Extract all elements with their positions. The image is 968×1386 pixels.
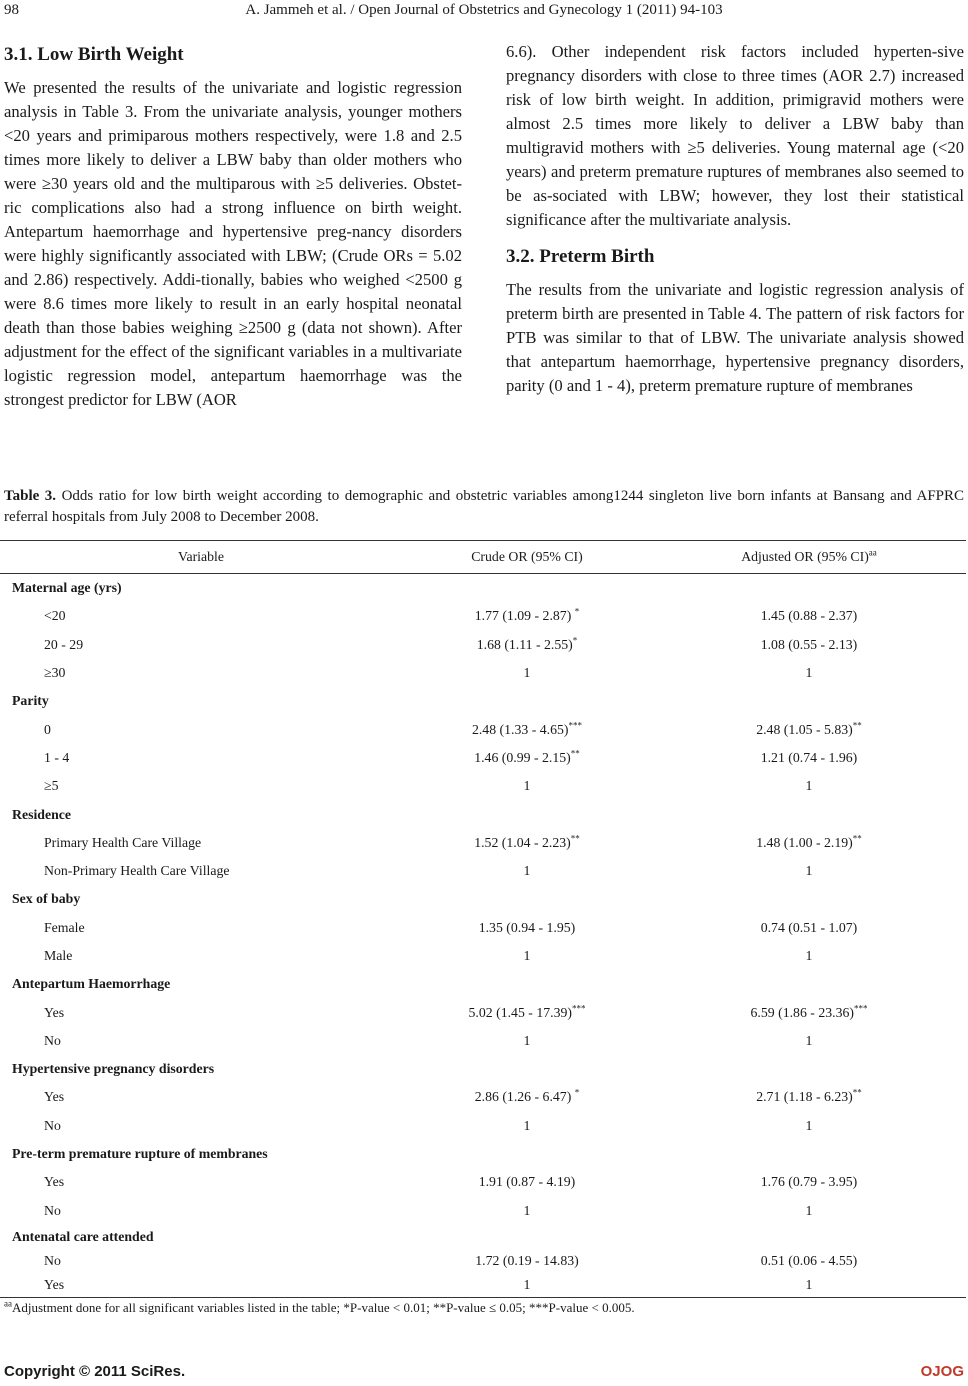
adjusted-or-value-cell [652, 829, 966, 857]
adjusted-or-value: 0.74 (0.51 - 1.07) [760, 919, 858, 935]
table-group-row [0, 1140, 966, 1168]
row-variable-label: ≥30 [44, 665, 66, 681]
table-row [0, 942, 966, 970]
table-group-row [0, 687, 966, 715]
group-label: Parity [12, 693, 49, 709]
crude-or-value: 1.91 (0.87 - 4.19) [478, 1174, 576, 1190]
adjusted-or-value: 1.76 (0.79 - 3.95) [760, 1174, 858, 1190]
adjusted-or-value-cell [652, 942, 966, 970]
table-row [0, 602, 966, 630]
running-title: A. Jammeh et al. / Open Journal of Obstetrics and Gynecology 1 (2011) 94-103 [245, 2, 723, 18]
crude-or-value: 1.46 (0.99 - 2.15) [474, 749, 571, 765]
group-label: Sex of baby [12, 891, 81, 907]
crude-or-value-significance: * [572, 635, 578, 646]
row-variable-label: Yes [44, 1089, 65, 1105]
row-variable-label: Yes [0, 1273, 402, 1298]
header-adjusted-sup: aa [868, 547, 877, 558]
table-row [0, 1249, 966, 1273]
adjusted-or-value-cell [652, 659, 966, 687]
section-heading-low-birth-weight: 3.1. Low Birth Weight [4, 44, 184, 65]
crude-or-value-significance: * [574, 606, 580, 617]
row-variable-label: No [44, 1117, 61, 1133]
crude-or-value-cell [402, 772, 652, 800]
crude-or-value: 1.77 (1.09 - 2.87) [474, 608, 575, 624]
adjusted-or-value: 1.08 (0.55 - 2.13) [760, 636, 858, 652]
crude-or-value: 1 [523, 665, 531, 681]
crude-or-value: 1 [523, 1117, 531, 1133]
row-variable-label: Primary Health Care Village [44, 834, 202, 850]
crude-or-value: 1.72 (0.19 - 14.83) [475, 1252, 579, 1268]
adjusted-or-value: 2.71 (1.18 - 6.23) [756, 1089, 853, 1105]
crude-or-value-cell [402, 998, 652, 1026]
crude-or-value-cell [402, 1112, 652, 1140]
table-caption-label: Table 3. [4, 488, 57, 504]
adjusted-or-value-cell [652, 1112, 966, 1140]
page-number: 98 [4, 2, 19, 18]
group-label: Antepartum Haemorrhage [12, 976, 171, 992]
crude-or-value-cell [402, 942, 652, 970]
adjusted-or-value: 1 [805, 1117, 813, 1133]
row-variable-label: Non-Primary Health Care Village [44, 863, 230, 879]
crude-or-value-significance: * [574, 1087, 580, 1098]
table-group-row [0, 800, 966, 828]
adjusted-or-value-cell [652, 602, 966, 630]
crude-or-value: 1 [523, 1032, 531, 1048]
adjusted-or-value-cell [652, 1083, 966, 1111]
adjusted-or-value: 1 [805, 948, 813, 963]
table-row [0, 857, 966, 885]
adjusted-or-value-cell [652, 998, 966, 1026]
copyright-text: Copyright © 2011 SciRes. [4, 1363, 186, 1380]
row-variable-label: Yes [44, 1004, 65, 1020]
adjusted-or-value-significance: ** [852, 1087, 862, 1098]
row-variable-label: ≥5 [44, 778, 59, 794]
table-row [0, 1197, 966, 1225]
row-variable-label: No [44, 1032, 61, 1048]
header-variable: Variable [0, 541, 402, 574]
adjusted-or-value-cell [652, 1249, 966, 1273]
group-label: Antenatal care attended [12, 1228, 154, 1244]
crude-or-value-significance: *** [568, 720, 583, 731]
crude-or-value-cell [402, 715, 652, 743]
adjusted-or-value-cell [652, 772, 966, 800]
section-1-paragraph-left: We presented the results of the univariate and logistic regression analysis in Table 3. From the univariate analysis, younger mothers <20 years and primiparous mothers respectively, were 1.8 and 2.5 times more likely to deliver a LBW baby than older mothers who were ≥30 years old and the multiparous with ≥5 deliveries. Obstet-ric complications also had a strong influence on birth weight. Antepartum haemorrhage and hypertensive preg-nancy disorders were highly significantly associated with LBW; (Crude ORs = 5.02 and 2.86) respectively. Addi-tionally, babies who weighed <2500 g were 8.6 times more likely to result in an early hospital neonatal death than those babies weighing ≥2500 g (data not shown). After adjustment for the effect of the significant variables in a multivariate logistic regression model, antepartum haemorrhage was the strongest predictor for LBW (AOR [4, 78, 462, 409]
section-heading-preterm-birth: 3.2. Preterm Birth [506, 246, 655, 267]
adjusted-or-value-cell [652, 631, 966, 659]
odds-ratio-table [0, 540, 966, 1298]
adjusted-or-value-significance: ** [852, 720, 862, 731]
right-column [506, 40, 964, 398]
table-body [0, 574, 966, 1298]
group-label: Pre-term premature rupture of membranes [12, 1146, 268, 1162]
group-label: Maternal age (yrs) [12, 580, 122, 596]
table-row [0, 744, 966, 772]
header-crude-or: Crude OR (95% CI) [402, 541, 652, 574]
adjusted-or-value: 2.48 (1.05 - 5.83) [756, 721, 853, 737]
table-row [0, 1083, 966, 1111]
adjusted-or-value: 0.51 (0.06 - 4.55) [760, 1252, 858, 1268]
row-variable-label: Female [44, 919, 85, 935]
section-1-paragraph-right: 6.6). Other independent risk factors included hyperten-sive pregnancy disorders with close to three times (AOR 2.7) increased risk of low birth weight. In addition, primigravid mothers were almost 2.5 times more likely to deliver a LBW baby than multigravid mothers with ≥5 deliveries. Young maternal age (<20 years) and preterm premature ruptures of membranes also seemed to be as-sociated with LBW; however, they lost their statistical significance after the multivariate analysis. [506, 42, 964, 229]
adjusted-or-value-significance: ** [852, 833, 862, 844]
crude-or-value: 5.02 (1.45 - 17.39) [468, 1004, 572, 1020]
table-row [0, 631, 966, 659]
crude-or-value-cell [402, 857, 652, 885]
row-variable-label: 0 [44, 721, 51, 737]
crude-or-value: 2.86 (1.26 - 6.47) [474, 1089, 575, 1105]
crude-or-value-cell [402, 1027, 652, 1055]
adjusted-or-value-cell [652, 1197, 966, 1225]
crude-or-value-significance: ** [570, 748, 580, 759]
crude-or-value: 1 [523, 778, 531, 794]
footnote-sup: aa [4, 1298, 12, 1309]
section-2-paragraph: The results from the univariate and logistic regression analysis of preterm birth are presented in Table 4. The pattern of risk factors for PTB was similar to that of LBW. The univariate analysis showed that antepartum haemorrhage, hypertensive pregnancy disorders, parity (0 and 1 - 4), preterm premature rupture of membranes [506, 280, 964, 395]
adjusted-or-value-cell [652, 744, 966, 772]
crude-or-value-significance: *** [571, 1003, 586, 1013]
crude-or-value-cell [402, 829, 652, 857]
row-variable-label: 1 - 4 [44, 749, 70, 765]
header-adjusted-or-text: Adjusted OR (95% CI) [741, 549, 869, 564]
crude-or-value: 1 [523, 1276, 531, 1292]
table-caption-text: Odds ratio for low birth weight according to demographic and obstetric variables among1244 singleton live born infants at Bansang and AFPRC referral hospitals from July 2008 to December 2008. [4, 488, 965, 525]
adjusted-or-value-cell [652, 1168, 966, 1196]
crude-or-value: 1.52 (1.04 - 2.23) [474, 834, 571, 850]
crude-or-value: 2.48 (1.33 - 4.65) [471, 721, 569, 737]
crude-or-value-cell [402, 1083, 652, 1111]
row-variable-label: 20 - 29 [44, 636, 84, 652]
table-row [0, 829, 966, 857]
adjusted-or-value-cell [652, 914, 966, 942]
table-row [0, 1168, 966, 1196]
row-variable-label: No [44, 1252, 61, 1268]
crude-or-value: 1 [523, 948, 531, 963]
adjusted-or-value-cell [652, 857, 966, 885]
adjusted-or-value-cell [652, 715, 966, 743]
crude-or-value-cell [402, 602, 652, 630]
row-variable-label: Male [44, 948, 73, 963]
crude-or-value-cell [402, 631, 652, 659]
table-group-row [0, 970, 966, 998]
running-header [0, 2, 968, 22]
table-caption [4, 486, 964, 528]
table-row [0, 1273, 966, 1298]
table-row [0, 772, 966, 800]
table-group-row [0, 574, 966, 603]
adjusted-or-value: 1.21 (0.74 - 1.96) [760, 749, 858, 765]
table-group-row [0, 1055, 966, 1083]
crude-or-value: 1.35 (0.94 - 1.95) [478, 919, 576, 935]
group-label: Hypertensive pregnancy disorders [12, 1061, 215, 1077]
adjusted-or-value: 1 [805, 1032, 813, 1048]
crude-or-value-cell [402, 744, 652, 772]
table-header-row [0, 541, 966, 574]
table-row [0, 659, 966, 687]
left-column [4, 40, 462, 412]
row-variable-label: Yes [44, 1174, 65, 1190]
table-footnote [4, 1300, 635, 1316]
table-group-row [0, 885, 966, 913]
table-row [0, 998, 966, 1026]
crude-or-value: 1 [523, 863, 531, 879]
adjusted-or-value: 1 [805, 665, 813, 681]
crude-or-value-cell [402, 659, 652, 687]
header-adjusted-or [652, 541, 966, 574]
adjusted-or-value-significance: *** [853, 1003, 868, 1013]
adjusted-or-value: 1 [805, 1202, 813, 1218]
footnote-text: Adjustment done for all significant variables listed in the table; *P-value < 0.01; **P-value ≤ 0.05; ***P-value < 0.005. [12, 1300, 635, 1315]
adjusted-or-value: 1.48 (1.00 - 2.19) [756, 834, 853, 850]
crude-or-value: 1.68 (1.11 - 2.55) [476, 636, 573, 652]
table-row [0, 1112, 966, 1140]
table-group-row [0, 1225, 966, 1249]
crude-or-value-significance: ** [570, 833, 580, 844]
adjusted-or-value: 1 [805, 778, 813, 794]
crude-or-value-cell [402, 1197, 652, 1225]
adjusted-or-value: 1.45 (0.88 - 2.37) [760, 608, 858, 624]
journal-abbrev: OJOG [920, 1363, 964, 1380]
adjusted-or-value-cell [652, 1027, 966, 1055]
adjusted-or-value: 6.59 (1.86 - 23.36) [750, 1004, 854, 1020]
crude-or-value-cell [402, 1168, 652, 1196]
crude-or-value-cell [402, 1273, 652, 1298]
group-label: Residence [12, 806, 72, 822]
crude-or-value: 1 [523, 1202, 531, 1218]
adjusted-or-value: 1 [805, 1276, 813, 1292]
row-variable-label: No [44, 1202, 61, 1218]
table-row [0, 914, 966, 942]
table-row [0, 715, 966, 743]
crude-or-value-cell [402, 914, 652, 942]
table-row [0, 1027, 966, 1055]
row-variable-label: <20 [44, 608, 66, 624]
crude-or-value-cell [402, 1249, 652, 1273]
adjusted-or-value-cell [652, 1273, 966, 1298]
adjusted-or-value: 1 [805, 863, 813, 879]
